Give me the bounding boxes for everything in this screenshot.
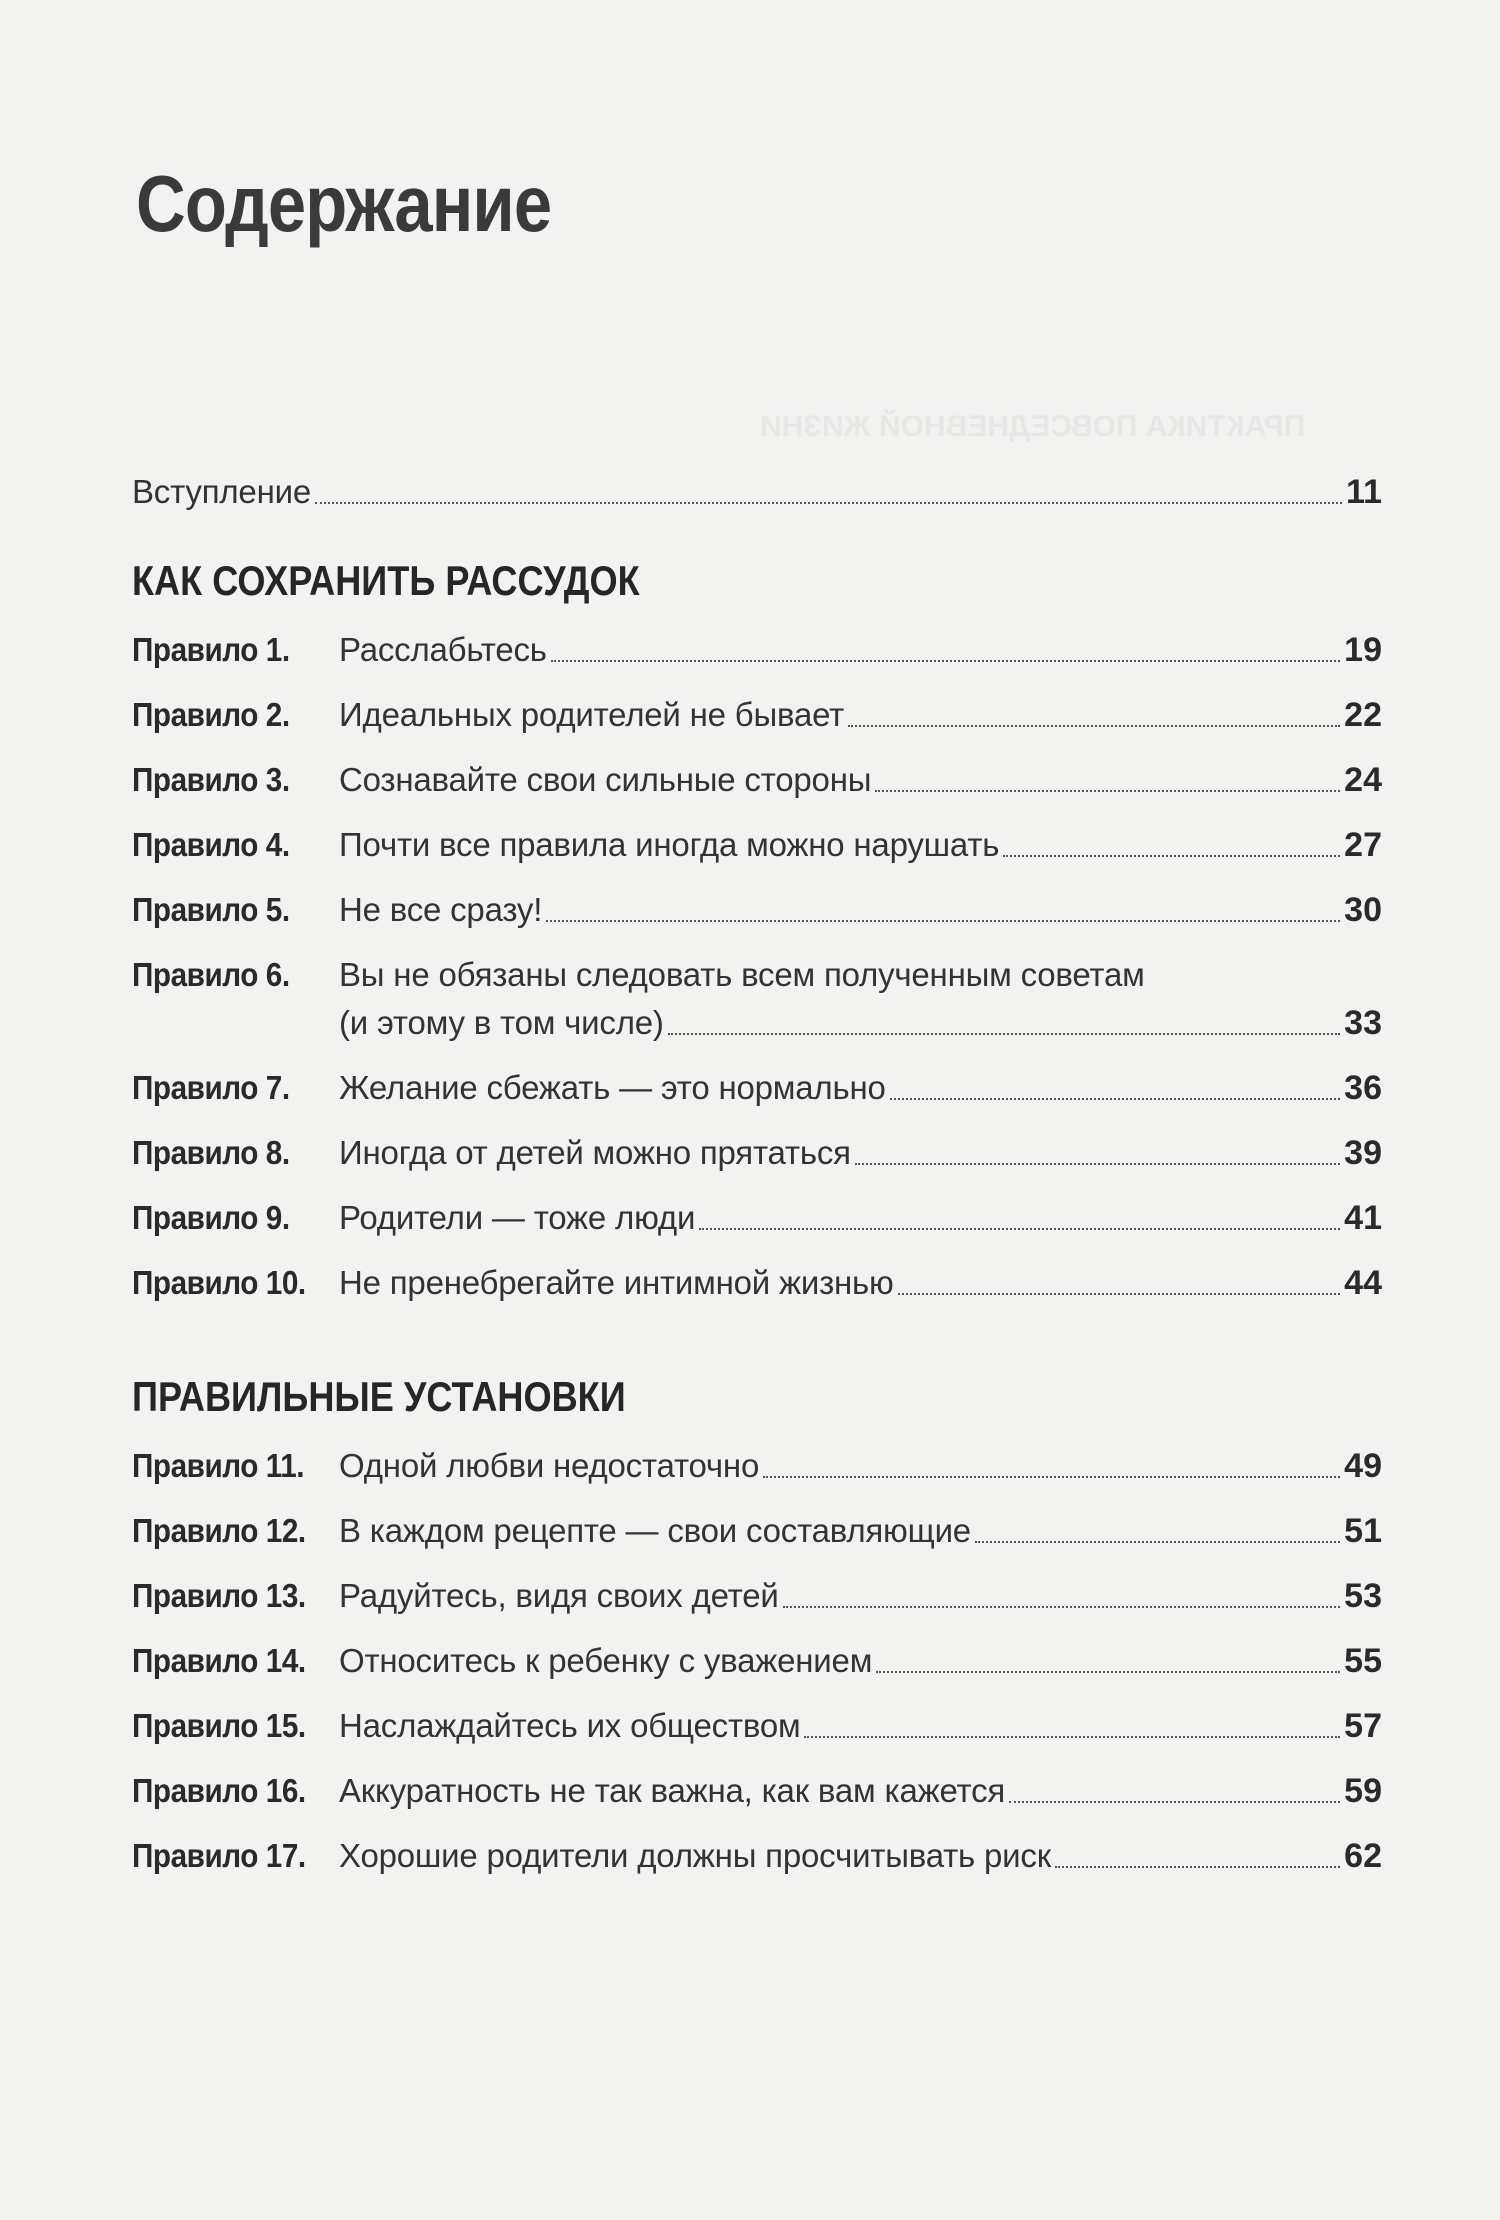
toc-entry[interactable]	[132, 628, 1382, 672]
entry-title: Наслаждайтесь их обществом	[339, 1707, 801, 1744]
dot-leader	[890, 1098, 1341, 1100]
entry-title: Почти все правила иногда можно нарушать	[339, 826, 1000, 863]
entry-title: Расслабьтесь	[339, 631, 547, 668]
dot-leader	[551, 660, 1340, 662]
dot-leader	[1009, 1801, 1340, 1803]
dot-leader	[804, 1736, 1340, 1738]
entry-title: Радуйтесь, видя своих детей	[339, 1577, 779, 1614]
toc-entry[interactable]	[132, 823, 1382, 867]
dot-leader	[855, 1163, 1340, 1165]
entry-title: Иногда от детей можно прятаться	[339, 1134, 851, 1171]
page-number: 22	[1344, 696, 1382, 734]
toc-entry[interactable]	[132, 1196, 1382, 1240]
toc-entry[interactable]	[132, 1834, 1382, 1878]
section-heading: ПРАВИЛЬНЫЕ УСТАНОВКИ	[132, 1373, 626, 1420]
entry-title: Одной любви недостаточно	[339, 1447, 760, 1484]
dot-leader	[898, 1293, 1341, 1295]
page-number: 30	[1344, 891, 1382, 929]
toc-entry[interactable]	[132, 1261, 1382, 1305]
show-through-text: ПРАКТИКА ПОВСЕДНЕВНОЙ ЖИЗНИ	[760, 410, 1306, 443]
toc-entry[interactable]	[132, 1509, 1382, 1553]
toc-entry[interactable]	[132, 1066, 1382, 1110]
dot-leader	[1055, 1866, 1340, 1868]
page-number: 27	[1344, 826, 1382, 864]
entry-title: Идеальных родителей не бывает	[339, 696, 845, 733]
section-heading: КАК СОХРАНИТЬ РАССУДОК	[132, 557, 640, 604]
toc-entry[interactable]	[132, 953, 1382, 1045]
page-number: 19	[1344, 631, 1382, 669]
page-number: 49	[1344, 1447, 1382, 1485]
page-number: 62	[1344, 1837, 1382, 1875]
page-number: 39	[1344, 1134, 1382, 1172]
entry-title: Не все сразу!	[339, 891, 543, 928]
toc-entry-intro[interactable]	[132, 470, 1382, 514]
table-of-contents	[132, 470, 1382, 1899]
rule-label: Правило 12.	[132, 1512, 306, 1549]
dot-leader	[875, 790, 1340, 792]
rule-label: Правило 10.	[132, 1264, 306, 1301]
entry-title: Родители — тоже люди	[339, 1199, 696, 1236]
dot-leader	[763, 1476, 1340, 1478]
toc-entry[interactable]	[132, 758, 1382, 802]
page-number: 11	[1346, 473, 1382, 511]
entry-title: Не пренебрегайте интимной жизнью	[339, 1264, 894, 1301]
toc-entry[interactable]	[132, 1639, 1382, 1683]
page-number: 55	[1344, 1642, 1382, 1680]
page-number: 33	[1344, 1004, 1382, 1042]
entry-title: Сознавайте свои сильные стороны	[339, 761, 872, 798]
rule-label: Правило 2.	[132, 696, 290, 733]
dot-leader	[668, 1033, 1340, 1035]
rule-label: Правило 14.	[132, 1642, 306, 1679]
rule-label: Правило 5.	[132, 891, 290, 928]
page-number: 59	[1344, 1772, 1382, 1810]
rule-label: Правило 3.	[132, 761, 290, 798]
page-number: 24	[1344, 761, 1382, 799]
page-number: 57	[1344, 1707, 1382, 1745]
toc-entry[interactable]	[132, 1131, 1382, 1175]
entry-title: Желание сбежать — это нормально	[339, 1069, 886, 1106]
toc-entry[interactable]	[132, 1704, 1382, 1748]
rule-label: Правило 6.	[132, 956, 290, 993]
entry-title: Вы не обязаны следовать всем полученным советам	[339, 956, 1145, 993]
dot-leader	[699, 1228, 1340, 1230]
dot-leader	[546, 920, 1340, 922]
rule-label: Правило 13.	[132, 1577, 306, 1614]
page-title: Содержание	[136, 159, 552, 248]
rule-label: Правило 17.	[132, 1837, 306, 1874]
dot-leader	[315, 502, 1342, 504]
rule-label: Правило 4.	[132, 826, 290, 863]
entry-title: Хорошие родители должны просчитывать риск	[339, 1837, 1051, 1874]
entry-title-continued: (и этому в том числе)	[339, 1004, 664, 1041]
toc-entry[interactable]	[132, 693, 1382, 737]
toc-entry[interactable]	[132, 888, 1382, 932]
toc-entry[interactable]	[132, 1574, 1382, 1618]
dot-leader	[783, 1606, 1341, 1608]
rule-label: Правило 7.	[132, 1069, 290, 1106]
page-number: 51	[1344, 1512, 1382, 1550]
entry-title: Вступление	[132, 473, 311, 510]
dot-leader	[1003, 855, 1340, 857]
toc-entry[interactable]	[132, 1769, 1382, 1813]
entry-title: Относитесь к ребенку с уважением	[339, 1642, 873, 1679]
page-number: 44	[1344, 1264, 1382, 1302]
rule-label: Правило 1.	[132, 631, 290, 668]
rule-label: Правило 15.	[132, 1707, 306, 1744]
rule-label: Правило 9.	[132, 1199, 290, 1236]
rule-label: Правило 11.	[132, 1447, 305, 1484]
page-number: 41	[1344, 1199, 1382, 1237]
dot-leader	[876, 1671, 1340, 1673]
rule-label: Правило 16.	[132, 1772, 306, 1809]
page-number: 53	[1344, 1577, 1382, 1615]
dot-leader	[848, 725, 1340, 727]
entry-title: В каждом рецепте — свои составляющие	[339, 1512, 971, 1549]
rule-label: Правило 8.	[132, 1134, 290, 1171]
toc-entry[interactable]	[132, 1444, 1382, 1488]
page-number: 36	[1344, 1069, 1382, 1107]
dot-leader	[975, 1541, 1340, 1543]
entry-title: Аккуратность не так важна, как вам кажется	[339, 1772, 1006, 1809]
